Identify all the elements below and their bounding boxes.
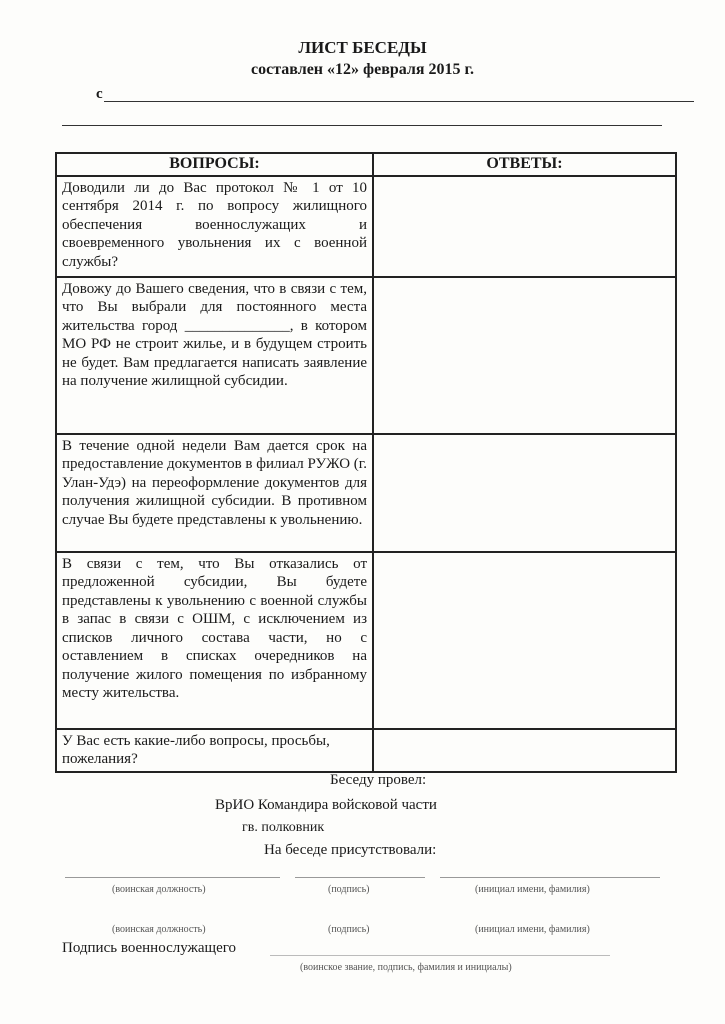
document-title: ЛИСТ БЕСЕДЫ (298, 38, 427, 57)
caption-position: (воинская должность) (112, 884, 206, 895)
question-cell: В связи с тем, что Вы отказались от предложенной субсидии, Вы будете представлены к увольнению с военной службы в запас в связи с ОШМ, с исключением из списков личного состава части, но с оставлением в списках очередников на получение жилого помещения по избранному месту жительства. (56, 552, 373, 729)
question-cell: Довожу до Вашего сведения, что в связи с тем, что Вы выбрали для постоянного места жительства город ______________, в котором МО РФ не строит жилье, и в будущем строить не будет. Вам предлагается написать заявление на получение жилищной субсидии. (56, 277, 373, 434)
answer-cell[interactable] (373, 729, 676, 772)
present-label: На беседе присутствовали: (264, 842, 437, 858)
name-line-1 (104, 101, 694, 102)
name-line-2 (62, 125, 662, 126)
table-row (56, 176, 676, 277)
answer-cell[interactable] (373, 552, 676, 729)
document-date: составлен «12» февраля 2015 г. (251, 61, 474, 78)
table-header (56, 153, 676, 176)
answers-header: ОТВЕТЫ: (373, 153, 676, 176)
question-cell: В течение одной недели Вам дается срок на предоставление документов в филиал РУЖО (г. Улан-Удэ) на переоформление документов для получения жилищной субсидии. В противном случае Вы будете представлены к увольнению. (56, 434, 373, 552)
answer-cell[interactable] (373, 176, 676, 277)
signature-line (65, 877, 280, 878)
question-cell: У Вас есть какие-либо вопросы, просьбы, пожелания? (56, 729, 373, 772)
table-row (56, 277, 676, 434)
table-row (56, 434, 676, 552)
serviceman-signature-line (270, 955, 610, 956)
signature-line (440, 877, 660, 878)
questions-header: ВОПРОСЫ: (56, 153, 373, 176)
commander-position: ВрИО Командира войсковой части (215, 797, 437, 813)
questions-table (55, 152, 677, 773)
table-row (56, 552, 676, 729)
question-cell: Доводили ли до Вас протокол № 1 от 10 сентября 2014 г. по вопросу жилищного обеспечения военнослужащих и своевременного увольнения их с военной службы? (56, 176, 373, 277)
answer-cell[interactable] (373, 434, 676, 552)
serviceman-signature-label: Подпись военнослужащего (62, 940, 237, 956)
caption-signature: (подпись) (328, 884, 370, 895)
commander-rank: гв. полковник (242, 820, 325, 835)
table-row (56, 729, 676, 772)
caption-position: (воинская должность) (112, 924, 206, 935)
caption-signature: (подпись) (328, 924, 370, 935)
caption-name: (инициал имени, фамилия) (475, 884, 590, 895)
caption-name: (инициал имени, фамилия) (475, 924, 590, 935)
conducted-label: Беседу провел: (330, 772, 427, 788)
serviceman-signature-caption: (воинское звание, подпись, фамилия и инициалы) (300, 962, 512, 973)
signature-line (295, 877, 425, 878)
with-label: с (96, 86, 103, 102)
answer-cell[interactable] (373, 277, 676, 434)
